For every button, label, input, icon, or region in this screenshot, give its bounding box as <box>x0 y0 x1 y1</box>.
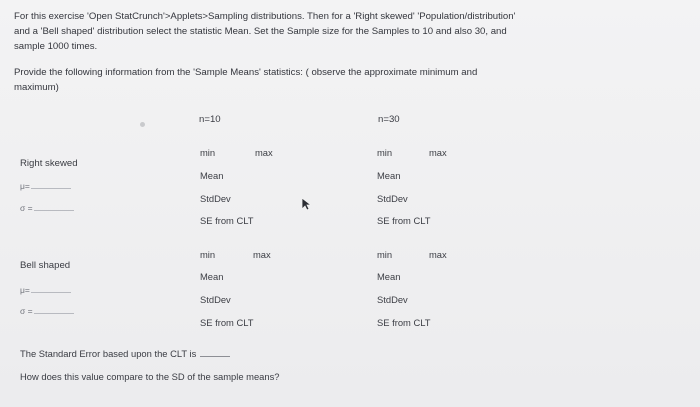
right-n30-min[interactable]: min <box>377 147 393 158</box>
right-n10-se[interactable]: SE from CLT <box>200 215 254 226</box>
sigma-field-right[interactable] <box>20 203 74 213</box>
mouse-cursor-icon <box>300 197 312 211</box>
right-n30-se[interactable]: SE from CLT <box>377 215 431 226</box>
provide-paragraph <box>14 65 534 95</box>
answer-blank[interactable] <box>34 203 74 211</box>
sigma-field-bell[interactable] <box>20 306 74 316</box>
right-n30-mean[interactable]: Mean <box>377 170 401 181</box>
bell-n10-se[interactable]: SE from CLT <box>200 317 254 328</box>
answer-blank[interactable] <box>31 285 71 293</box>
sigma-symbol: σ = <box>20 306 33 316</box>
right-n30-stddev[interactable]: StdDev <box>377 193 408 204</box>
right-n10-mean[interactable]: Mean <box>200 170 224 181</box>
row-label-right-skewed: Right skewed <box>20 158 78 169</box>
question-compare-sd: How does this value compare to the SD of the sample means? <box>20 371 280 382</box>
bell-n10-min[interactable]: min <box>200 249 216 260</box>
bell-n10-max[interactable]: max <box>253 249 271 260</box>
mu-symbol: μ= <box>20 285 30 295</box>
right-n10-min[interactable]: min <box>200 147 216 158</box>
sigma-symbol: σ = <box>20 203 33 213</box>
header-n30: n=30 <box>378 114 400 125</box>
mu-field-right[interactable] <box>20 181 71 191</box>
right-n10-stddev[interactable]: StdDev <box>200 193 231 204</box>
mu-symbol: μ= <box>20 181 30 191</box>
instruction-line: and a 'Bell shaped' distribution select the statistic Mean. Set the Sample size for the Samples to 10 and also 30, and <box>14 26 507 37</box>
bell-n10-mean[interactable]: Mean <box>200 271 224 282</box>
instruction-paragraph <box>14 9 574 54</box>
right-n30-max[interactable]: max <box>429 147 447 158</box>
bell-n30-se[interactable]: SE from CLT <box>377 317 431 328</box>
header-n10: n=10 <box>199 114 221 125</box>
instruction-line: sample 1000 times. <box>14 41 98 52</box>
bell-n30-stddev[interactable]: StdDev <box>377 294 408 305</box>
question-se-clt <box>20 348 230 359</box>
instruction-line: Provide the following information from the 'Sample Means' statistics: ( observe the approximate minimum and <box>14 67 478 78</box>
question-text: The Standard Error based upon the CLT is <box>20 348 197 359</box>
answer-blank[interactable] <box>31 181 71 189</box>
row-label-bell-shaped: Bell shaped <box>20 260 71 271</box>
mu-field-bell[interactable] <box>20 285 71 295</box>
bell-n30-min[interactable]: min <box>377 249 393 260</box>
answer-blank[interactable] <box>34 306 74 314</box>
bell-n10-stddev[interactable]: StdDev <box>200 294 231 305</box>
instruction-line: maximum) <box>14 82 59 93</box>
right-n10-max[interactable]: max <box>255 147 273 158</box>
bell-n30-max[interactable]: max <box>429 249 447 260</box>
faint-dot-mark <box>140 122 145 127</box>
answer-blank[interactable] <box>200 348 230 357</box>
instruction-line: For this exercise 'Open StatCrunch'>Applets>Sampling distributions. Then for a 'Right skewed' 'Population/distribution' <box>14 11 516 22</box>
bell-n30-mean[interactable]: Mean <box>377 271 401 282</box>
